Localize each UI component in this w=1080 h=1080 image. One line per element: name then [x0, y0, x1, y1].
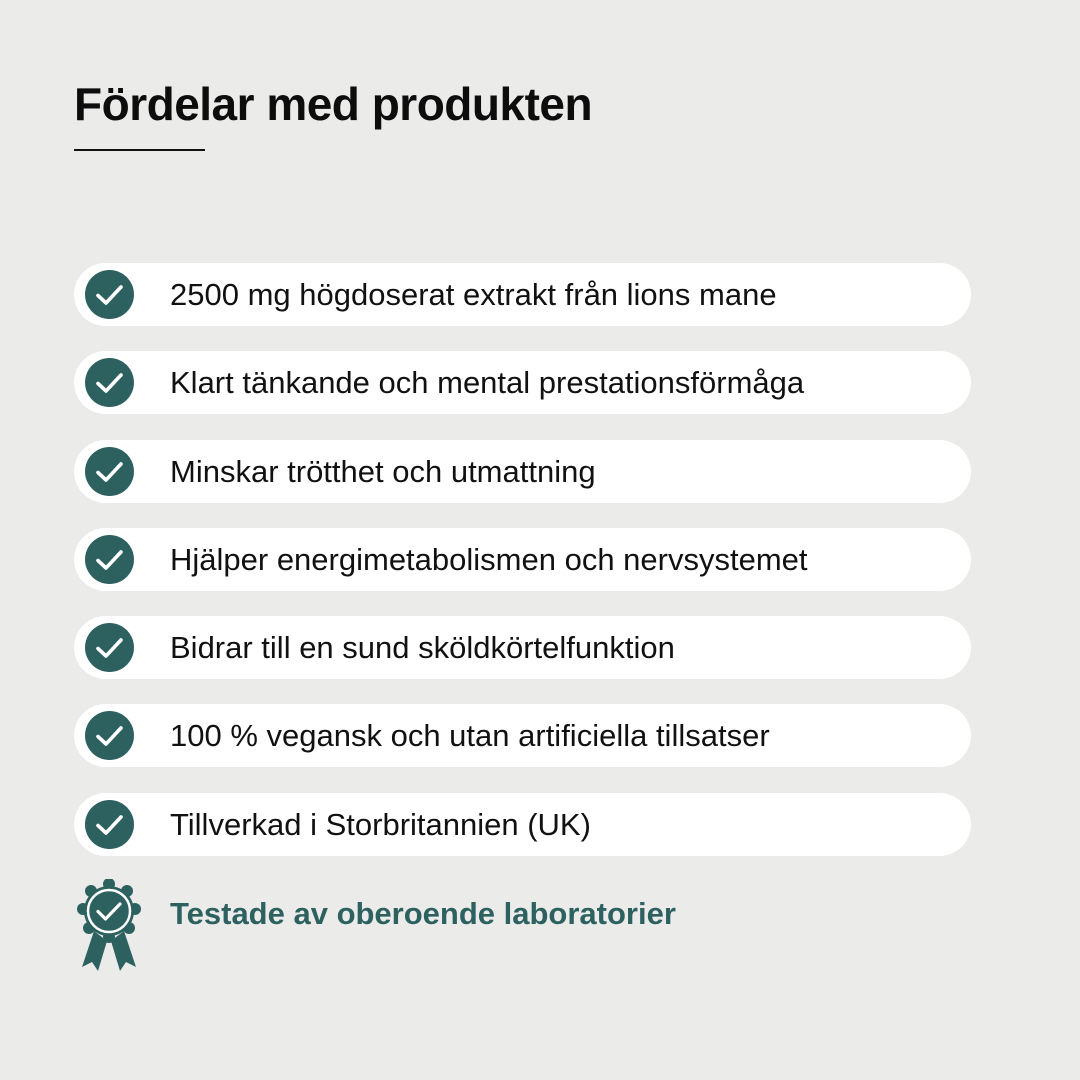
benefit-label: 2500 mg högdoserat extrakt från lions mane: [170, 277, 777, 312]
benefit-label: 100 % vegansk och utan artificiella tillsatser: [170, 718, 770, 754]
check-circle-icon: [85, 711, 134, 760]
benefits-list: [74, 263, 971, 881]
benefit-label: Klart tänkande och mental prestationsförmåga: [170, 365, 805, 401]
benefit-item: [74, 440, 971, 503]
benefit-item: [74, 528, 971, 591]
benefit-item: [74, 263, 971, 326]
lab-tested-label: Testade av oberoende laboratorier: [170, 896, 676, 931]
check-circle-icon: [85, 623, 134, 672]
check-circle-icon: [85, 535, 134, 584]
benefit-label: Minskar trötthet och utmattning: [170, 453, 596, 489]
check-circle-icon: [85, 270, 134, 319]
benefit-item: [74, 793, 971, 856]
check-circle-icon: [85, 447, 134, 496]
benefit-label: Bidrar till en sund sköldkörtelfunktion: [170, 630, 675, 666]
benefit-label: Tillverkad i Storbritannien (UK): [170, 806, 591, 842]
benefit-item: [74, 351, 971, 414]
title-underline: [74, 149, 205, 151]
check-circle-icon: [85, 800, 134, 849]
award-ribbon-icon: [76, 879, 142, 972]
benefit-item: [74, 616, 971, 679]
benefit-item: [74, 704, 971, 767]
page-title: Fördelar med produkten: [74, 78, 593, 130]
check-circle-icon: [85, 358, 134, 407]
benefit-label: Hjälper energimetabolismen och nervsystemet: [170, 541, 808, 577]
